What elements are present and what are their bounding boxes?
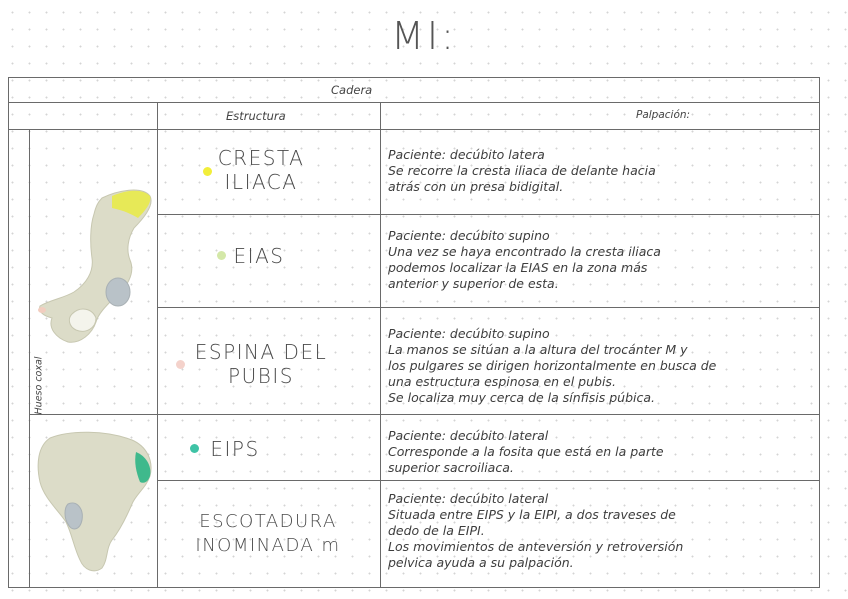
palpation-eips (388, 428, 664, 476)
eips-marker-dot (190, 444, 199, 453)
palpation-line: anterior y superior de esta. (388, 276, 559, 291)
structure-label-line: EIAS (233, 244, 285, 268)
palpation-line: Paciente: decúbito lateral (388, 428, 549, 443)
structure-eips (200, 437, 270, 461)
table-divider (157, 480, 820, 481)
column-header-structure: Estructura (226, 109, 286, 123)
structure-label-line: ESCOTADURA (199, 511, 337, 532)
palpation-line: Paciente: decúbito supino (388, 326, 550, 341)
palpation-line: una estructura espinosa en el pubis. (388, 374, 616, 389)
palpation-line: superior sacroiliaca. (388, 460, 514, 475)
table-divider (157, 214, 820, 215)
palpation-line: pelvica ayuda a su palpación. (388, 555, 574, 570)
palpation-escotadura-inominada (388, 491, 683, 571)
palpation-cresta-iliaca (388, 147, 656, 195)
table-divider (29, 129, 30, 588)
palpation-line: Paciente: decúbito lateral (388, 491, 549, 506)
column-header-palpation: Palpación: (636, 109, 691, 121)
palpation-line: los pulgares se dirigen horizontalmente en busca de (388, 358, 717, 373)
palpation-line: Corresponde a la fosita que está en la parte (388, 444, 664, 459)
palpation-line: Paciente: decúbito supino (388, 228, 550, 243)
structure-label-line: CRESTA (217, 146, 305, 170)
structure-cresta-iliaca (196, 146, 326, 194)
structure-eias (224, 244, 294, 268)
palpation-line: Paciente: decúbito latera (388, 147, 545, 162)
table-divider (157, 102, 158, 588)
palpation-line: Se localiza muy cerca de la sínfisis púbica. (388, 390, 655, 405)
palpation-eias (388, 228, 661, 292)
structure-label-line: INOMINADA m (195, 535, 341, 556)
palpation-espina-del-pubis (388, 326, 716, 406)
table-divider (29, 414, 820, 415)
hip-bone-posterior-illustration (36, 430, 154, 574)
table-divider (157, 307, 820, 308)
structure-label-line: PUBIS (228, 364, 294, 388)
page-title: MI: (391, 14, 457, 58)
table-divider (380, 102, 381, 588)
palpation-line: dedo de la EIPI. (388, 523, 485, 538)
palpation-line: Una vez se haya encontrado la cresta iliaca (388, 244, 661, 259)
structure-escotadura-inominada (188, 510, 348, 558)
structure-label-line: ESPINA DEL (194, 340, 328, 364)
structure-label-line: ILIACA (224, 170, 298, 194)
palpation-line: atrás con un presa bidigital. (388, 179, 564, 194)
palpation-line: podemos localizar la EIAS en la zona más (388, 260, 648, 275)
structure-espina-del-pubis (186, 340, 336, 388)
palpation-line: La manos se sitúan a la altura del trocánter M y (388, 342, 688, 357)
table-divider (8, 129, 820, 130)
section-header: Cadera (331, 83, 373, 97)
side-label: Hueso coxal (33, 356, 45, 415)
palpation-line: Situada entre EIPS y la EIPI, a dos traveses de (388, 507, 676, 522)
structure-label-line: EIPS (210, 437, 260, 461)
palpation-line: Se recorre la cresta iliaca de delante hacia (388, 163, 656, 178)
hip-bone-lateral-illustration (34, 188, 156, 350)
table-divider (8, 102, 820, 103)
palpation-line: Los movimientos de anteversión y retroversión (388, 539, 684, 554)
espina-pubis-marker-dot (176, 360, 185, 369)
